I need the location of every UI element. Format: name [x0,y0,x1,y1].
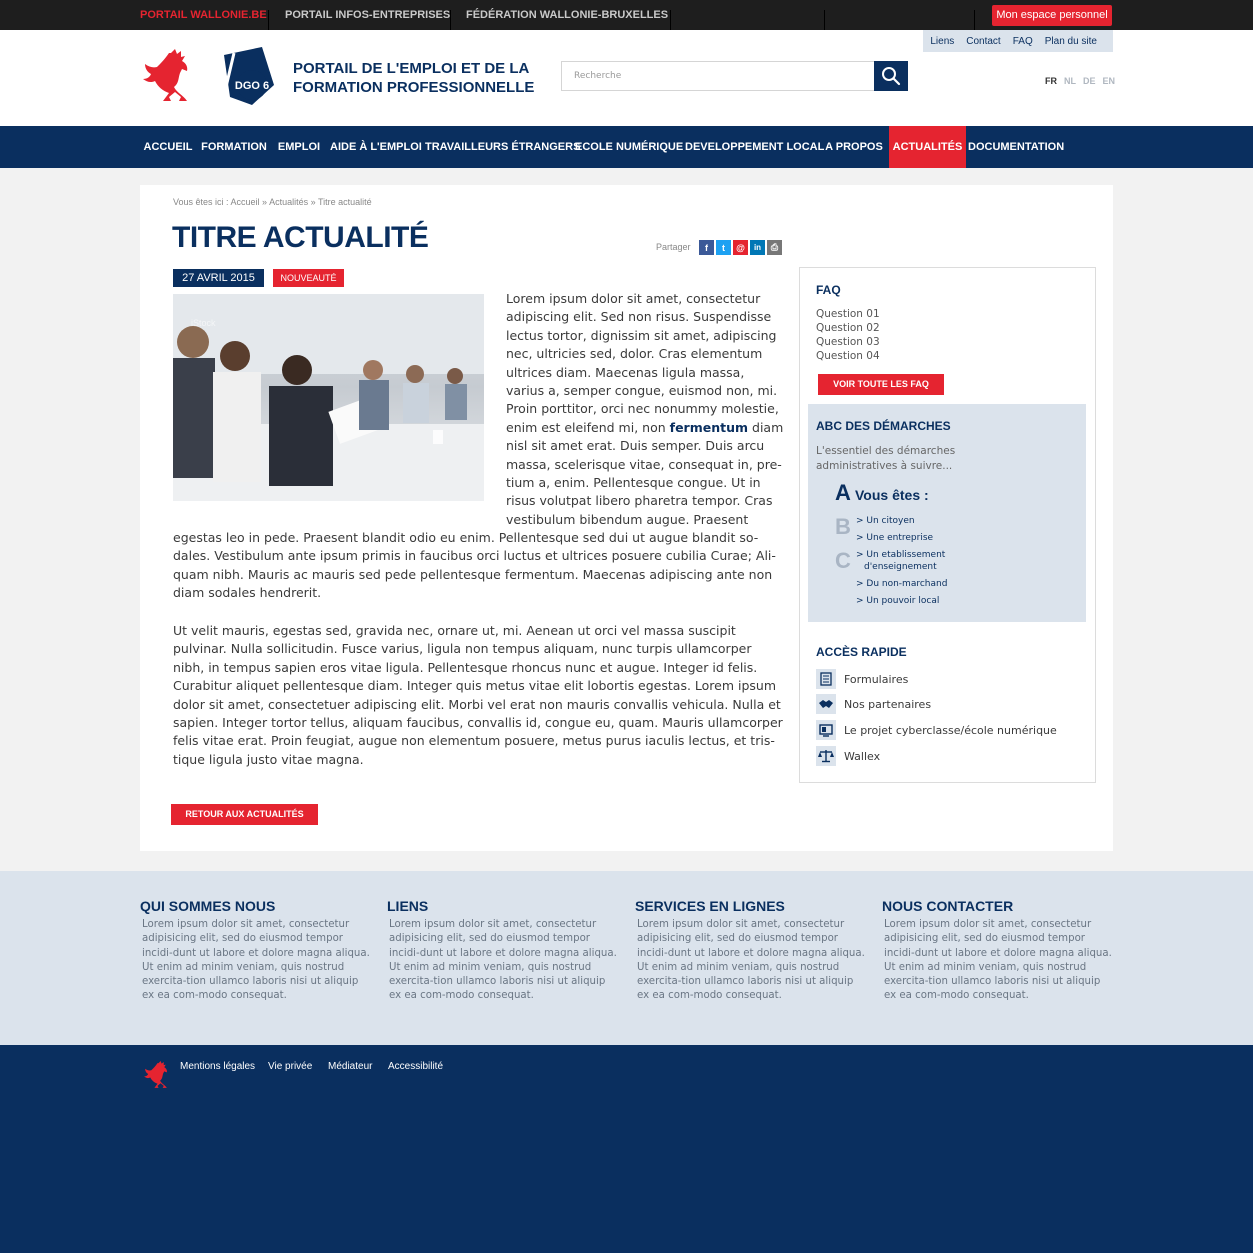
search-button[interactable] [874,61,908,91]
footer-column-text: Lorem ipsum dolor sit amet, consectetur adipisicing elit, sed do eiusmod tempor incidi-dunt ut labore et dolore magna aliqua. Ut enim ad minim veniam, quis nostrud exercita-tion ullamco laboris nisi ut aliquip ex ea com-modo consequat. [884,919,1112,1002]
lang-nl[interactable]: NL [1064,76,1076,86]
abc-letter-c: C [835,548,851,573]
top-bar [0,0,1253,30]
article-date: 27 AVRIL 2015 [173,269,264,287]
link-portail-wallonie[interactable]: PORTAIL WALLONIE.BE [140,9,267,21]
abc-link-etablissement[interactable]: > Un etablissement [856,550,946,560]
breadcrumb-actualites[interactable]: Actualités [269,197,309,207]
search-input[interactable] [562,62,874,90]
nav-accueil[interactable]: ACCUEIL [143,141,193,153]
utility-links [923,30,1113,52]
article-paragraph-2: Ut velit mauris, egestas sed, gravida nec, ornare ut, mi. Aenean ut orci vel massa suscipit pulvinar. Nulla sollicitudin. Fusce varius, ligula non tempus aliquam, nunc turpis ullamcorper nibh, in tempus sapien eros vitae ligula. Pellentesque rhoncus nunc et augue. Integer id felis. Curabitur aliquet pellentesque diam. Integer quis metus vitae elit lobortis egestas. Lorem ipsum dolor sit amet, consectetuer adipiscing elit. Morbi vel erat non mauris convallis vehicula. Nulla et sapien. Integer tortor tellus, aliquam faucibus, convallis id, congue eu, quam. Mauris ullamcorper felis vitae erat. Proin feugiat, augue non elementum posuere, metus purus iaculis lectus, et tris-tique ligula justo vitae magna. [173,623,783,767]
dgo6-logo-text: DGO 6 [234,80,270,92]
screen-icon [816,720,836,740]
document-icon [816,669,836,689]
abc-title: ABC DES DÉMARCHES [816,419,951,433]
portal-title: PORTAIL DE L'EMPLOI ET DE LA FORMATION PROFESSIONNELLE [293,60,535,96]
footer-column-text: Lorem ipsum dolor sit amet, consectetur adipisicing elit, sed do eiusmod tempor incidi-dunt ut labore et dolore magna aliqua. Ut enim ad minim veniam, quis nostrud exercita-tion ullamco laboris nisi ut aliquip ex ea com-modo consequat. [637,919,865,1002]
nav-aide-emploi[interactable]: AIDE À L'EMPLOI [330,141,422,153]
util-link-contact[interactable]: Contact [966,35,1001,47]
breadcrumb-current: Titre actualité [317,197,372,207]
photo-watermark: iStock [191,318,216,328]
breadcrumb-home[interactable]: Vous êtes ici : Accueil [173,197,260,207]
all-faq-button[interactable]: VOIR TOUTE LES FAQ [818,374,944,395]
back-to-news-button[interactable]: RETOUR AUX ACTUALITÉS [171,804,318,825]
main-nav [0,126,1253,168]
footer-link-accessibilite[interactable]: Accessibilité [388,1061,444,1072]
nouveaute-badge: NOUVEAUTÉ [273,269,344,287]
divider [974,10,975,30]
quick-link-wallex[interactable]: Wallex [816,746,880,766]
twitter-icon[interactable]: t [716,240,731,255]
footer-column-text: Lorem ipsum dolor sit amet, consectetur adipisicing elit, sed do eiusmod tempor incidi-dunt ut labore et dolore magna aliqua. Ut enim ad minim veniam, quis nostrud exercita-tion ullamco laboris nisi ut aliquip ex ea com-modo consequat. [389,919,617,1002]
linkedin-icon[interactable]: in [750,240,765,255]
abc-link-entreprise[interactable]: > Une entreprise [856,533,934,543]
divider [268,10,269,30]
footer-link-mentions[interactable]: Mentions légales [180,1061,256,1072]
footer-column-title[interactable]: NOUS CONTACTER [882,898,1014,914]
util-link-faq[interactable]: FAQ [1012,35,1033,47]
footer-column-text: Lorem ipsum dolor sit amet, consectetur adipisicing elit, sed do eiusmod tempor incidi-dunt ut labore et dolore magna aliqua. Ut enim ad minim veniam, quis nostrud exercita-tion ullamco laboris nisi ut aliquip ex ea com-modo consequat. [142,919,370,1002]
footer-link-mediateur[interactable]: Médiateur [328,1061,373,1072]
nav-travailleurs-etrangers[interactable]: TRAVAILLEURS ÉTRANGERS [425,141,581,153]
faq-question[interactable]: Question 04 [816,350,880,362]
abc-link-etablissement-2[interactable]: d'enseignement [864,562,937,572]
share-label: Partager [656,242,691,252]
dgo6-logo[interactable] [216,47,276,107]
link-infos-entreprises[interactable]: PORTAIL INFOS-ENTREPRISES [285,9,451,21]
nav-actualites[interactable]: ACTUALITÉS [889,126,966,168]
print-icon[interactable]: ⎙ [767,240,782,255]
bottom-footer [0,1045,1253,1253]
handshake-icon [816,694,836,714]
faq-title: FAQ [816,283,841,297]
article-photo [173,294,484,501]
footer-column-title[interactable]: QUI SOMMES NOUS [140,898,276,914]
nav-developpement-local[interactable]: DEVELOPPEMENT LOCAL [685,141,825,153]
abc-description: L'essentiel des démarches administratives à suivre... [816,445,956,472]
meeting-illustration [173,294,484,501]
faq-question[interactable]: Question 02 [816,322,880,334]
divider [670,10,671,30]
divider [450,10,451,30]
footer-link-vie-privee[interactable]: Vie privée [268,1061,313,1072]
abc-letter-a: A [835,480,851,505]
lang-fr[interactable]: FR [1045,76,1057,86]
quick-access-title: ACCÈS RAPIDE [816,645,907,659]
footer-column-title[interactable]: SERVICES EN LIGNES [635,898,785,914]
page-title: TITRE ACTUALITÉ [172,221,429,254]
quick-link-cyberclasse[interactable]: Le projet cyberclasse/école numérique [816,720,1057,740]
espace-personnel-button[interactable]: Mon espace personnel [992,5,1112,26]
nav-a-propos[interactable]: A PROPOS [825,141,883,153]
abc-link-citoyen[interactable]: > Un citoyen [856,516,915,526]
breadcrumb: Vous êtes ici : Accueil » Actualités » Titre actualité [173,197,372,207]
quick-link-partenaires[interactable]: Nos partenaires [816,694,931,714]
search-icon [881,66,901,86]
lang-en[interactable]: EN [1102,76,1116,86]
footer-column [882,898,1114,1004]
abc-letter-b: B [835,514,851,539]
footer-column [635,898,867,1004]
faq-question[interactable]: Question 03 [816,336,880,348]
footer-column [387,898,619,1004]
wallonia-rooster-logo[interactable] [141,49,195,107]
search-box [561,61,875,91]
email-icon[interactable]: @ [733,240,748,255]
link-federation[interactable]: FÉDÉRATION WALLONIE-BRUXELLES [466,9,669,21]
nav-formation[interactable]: FORMATION [201,141,267,153]
nav-documentation[interactable]: DOCUMENTATION [968,141,1065,153]
scales-icon [816,746,836,766]
quick-link-formulaires[interactable]: Formulaires [816,669,908,689]
footer-rooster-logo[interactable] [143,1061,171,1091]
abc-heading: Vous êtes : [855,487,929,503]
lang-de[interactable]: DE [1083,76,1096,86]
footer-column-title[interactable]: LIENS [387,898,429,914]
article-paragraph-1b: egestas leo in pede. Praesent blandit odio eu enim. Pellentesque sed dui ut augue blandit so-dales. Vestibulum ante ipsum primis in faucibus orci luctus et ultrices posuere cubilia Curae; Ali-quam nibh. Mauris ac mauris sed pede pellentesque fermentum. Maecenas adipiscing ante non diam sodales hendrerit. [173,530,776,601]
language-switcher [1045,76,1115,86]
nav-ecole-numerique[interactable]: ECOLE NUMÉRIQUE [575,141,684,153]
article-paragraph-1a: Lorem ipsum dolor sit amet, consectetur adipiscing elit. Sed non risus. Suspendisse lectus tortor, dignissim sit amet, adipiscing nec, ultricies sed, dolor. Cras elementum ultrices diam. Maecenas ligula massa, varius a, semper congue, euismod non, mi. Proin porttitor, orci nec nonummy molestie, enim est eleifend mi, non fermentum diam nisl sit amet erat. Duis semper. Duis arcu massa, scelerisque vitae, consequat in, pre-tium a, enim. Pellentesque congue. Ut in risus volutpat libero pharetra tempor. Cras vestibulum bibendum augue. Praesent [506,291,784,527]
footer-column [140,898,372,1004]
abc-link-non-marchand[interactable]: > Du non-marchand [856,579,948,589]
util-link-liens[interactable]: Liens [930,35,955,47]
util-link-plan[interactable]: Plan du site [1044,35,1097,47]
faq-question[interactable]: Question 01 [816,308,880,320]
divider [824,10,825,30]
nav-emploi[interactable]: EMPLOI [277,141,321,153]
facebook-icon[interactable]: f [699,240,714,255]
abc-link-pouvoir-local[interactable]: > Un pouvoir local [856,596,940,606]
